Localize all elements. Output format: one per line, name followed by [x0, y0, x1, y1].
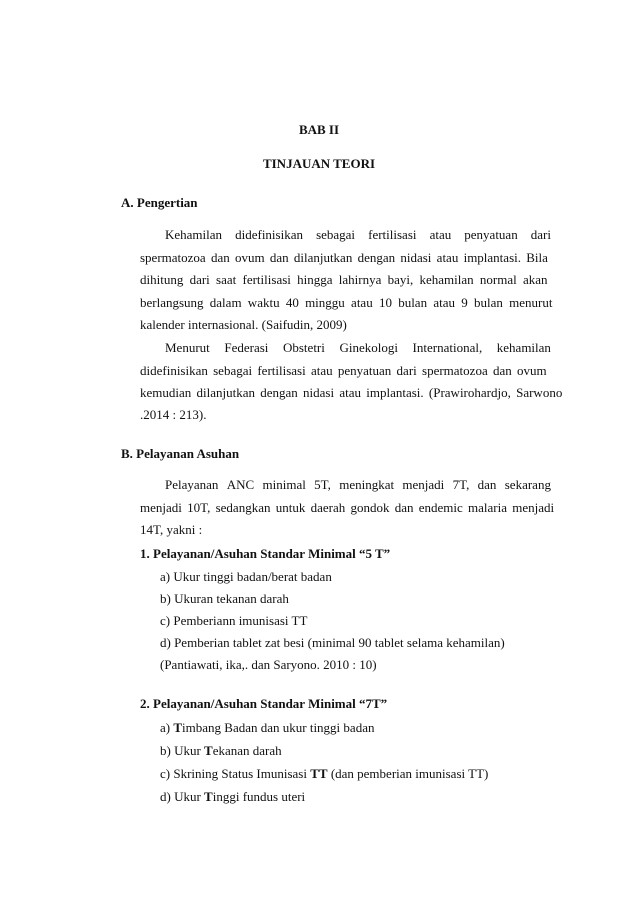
word: penyatuan: [464, 227, 518, 242]
word: sebagai: [316, 227, 356, 242]
list-item: c) Pemberiann imunisasi TT: [160, 613, 308, 628]
item-bold-letter: TT: [310, 766, 328, 781]
chapter-title: TINJAUAN TEORI: [262, 156, 376, 171]
word: sekarang: [504, 477, 551, 492]
item-text: a): [160, 720, 174, 735]
item-bold-letter: T: [204, 743, 213, 758]
word: 5T,: [314, 477, 331, 492]
word: ANC: [226, 477, 255, 492]
list-item: a) Ukur tinggi badan/berat badan: [160, 569, 332, 584]
item-text: inggi fundus uteri: [212, 789, 306, 804]
list-item: d) Pemberian tablet zat besi (minimal 90 tablet selama kehamilan): [160, 635, 505, 650]
paragraph-line: kemudian dilanjutkan dengan nidasi atau implantasi. (Prawirohardjo, Sarwono: [140, 385, 563, 400]
list-item: [160, 720, 374, 736]
paragraph-line: menjadi 10T, sedangkan untuk daerah gondok dan endemic malaria menjadi: [140, 500, 555, 515]
item-text: d) Ukur: [160, 789, 205, 804]
item-text: ekanan darah: [212, 743, 282, 758]
citation: (Pantiawati, ika,. dan Saryono. 2010 : 10): [160, 657, 377, 672]
word: Menurut: [165, 340, 210, 355]
item-text: b) Ukur: [160, 743, 205, 758]
item-text: (dan pemberian imunisasi TT): [327, 766, 489, 781]
paragraph-line: spermatozoa dan ovum dan dilanjutkan dengan nidasi atau implantasi. Bila: [140, 250, 548, 265]
paragraph-line: 14T, yakni :: [140, 522, 203, 537]
word: didefinisikan: [235, 227, 303, 242]
word: Ginekologi: [339, 340, 398, 355]
section-a-p2-first-line: [165, 340, 551, 356]
list-2-heading: 2. Pelayanan/Asuhan Standar Minimal “7T”: [140, 696, 388, 711]
word: kehamilan: [496, 340, 551, 355]
chapter-number: BAB II: [298, 122, 340, 137]
word: fertilisasi: [368, 227, 417, 242]
section-a-heading: A. Pengertian: [121, 195, 198, 210]
word: dari: [530, 227, 551, 242]
paragraph-line: didefinisikan sebagai fertilisasi atau penyatuan dari spermatozoa dan ovum: [140, 363, 547, 378]
item-bold-letter: T: [204, 789, 213, 804]
paragraph-line: .2014 : 213).: [140, 407, 207, 422]
word: Federasi: [224, 340, 269, 355]
paragraph-line: kalender internasional. (Saifudin, 2009): [140, 317, 347, 332]
word: meningkat: [339, 477, 395, 492]
section-b-intro-first-line: [165, 477, 551, 493]
word: menjadi: [402, 477, 445, 492]
section-b-heading: B. Pelayanan Asuhan: [121, 446, 240, 461]
list-item: [160, 766, 488, 782]
word: Pelayanan: [165, 477, 219, 492]
paragraph-line: berlangsung dalam waktu 40 minggu atau 10 bulan atau 9 bulan menurut: [140, 295, 553, 310]
section-a-p1-first-line: [165, 227, 551, 243]
list-item: b) Ukuran tekanan darah: [160, 591, 289, 606]
list-1-heading: 1. Pelayanan/Asuhan Standar Minimal “5 T”: [140, 546, 391, 561]
item-text: imbang Badan dan ukur tinggi badan: [182, 720, 375, 735]
word: minimal: [262, 477, 306, 492]
word: Obstetri: [282, 340, 325, 355]
word: Kehamilan: [165, 227, 223, 242]
word: dan: [477, 477, 497, 492]
list-item: [160, 743, 282, 759]
item-text: c) Skrining Status Imunisasi: [160, 766, 311, 781]
word: 7T,: [452, 477, 470, 492]
paragraph-line: dihitung dari saat fertilisasi hingga lahirnya bayi, kehamilan normal akan: [140, 272, 548, 287]
word: International,: [412, 340, 483, 355]
word: atau: [429, 227, 452, 242]
list-item: [160, 789, 305, 805]
item-bold-letter: T: [173, 720, 183, 735]
